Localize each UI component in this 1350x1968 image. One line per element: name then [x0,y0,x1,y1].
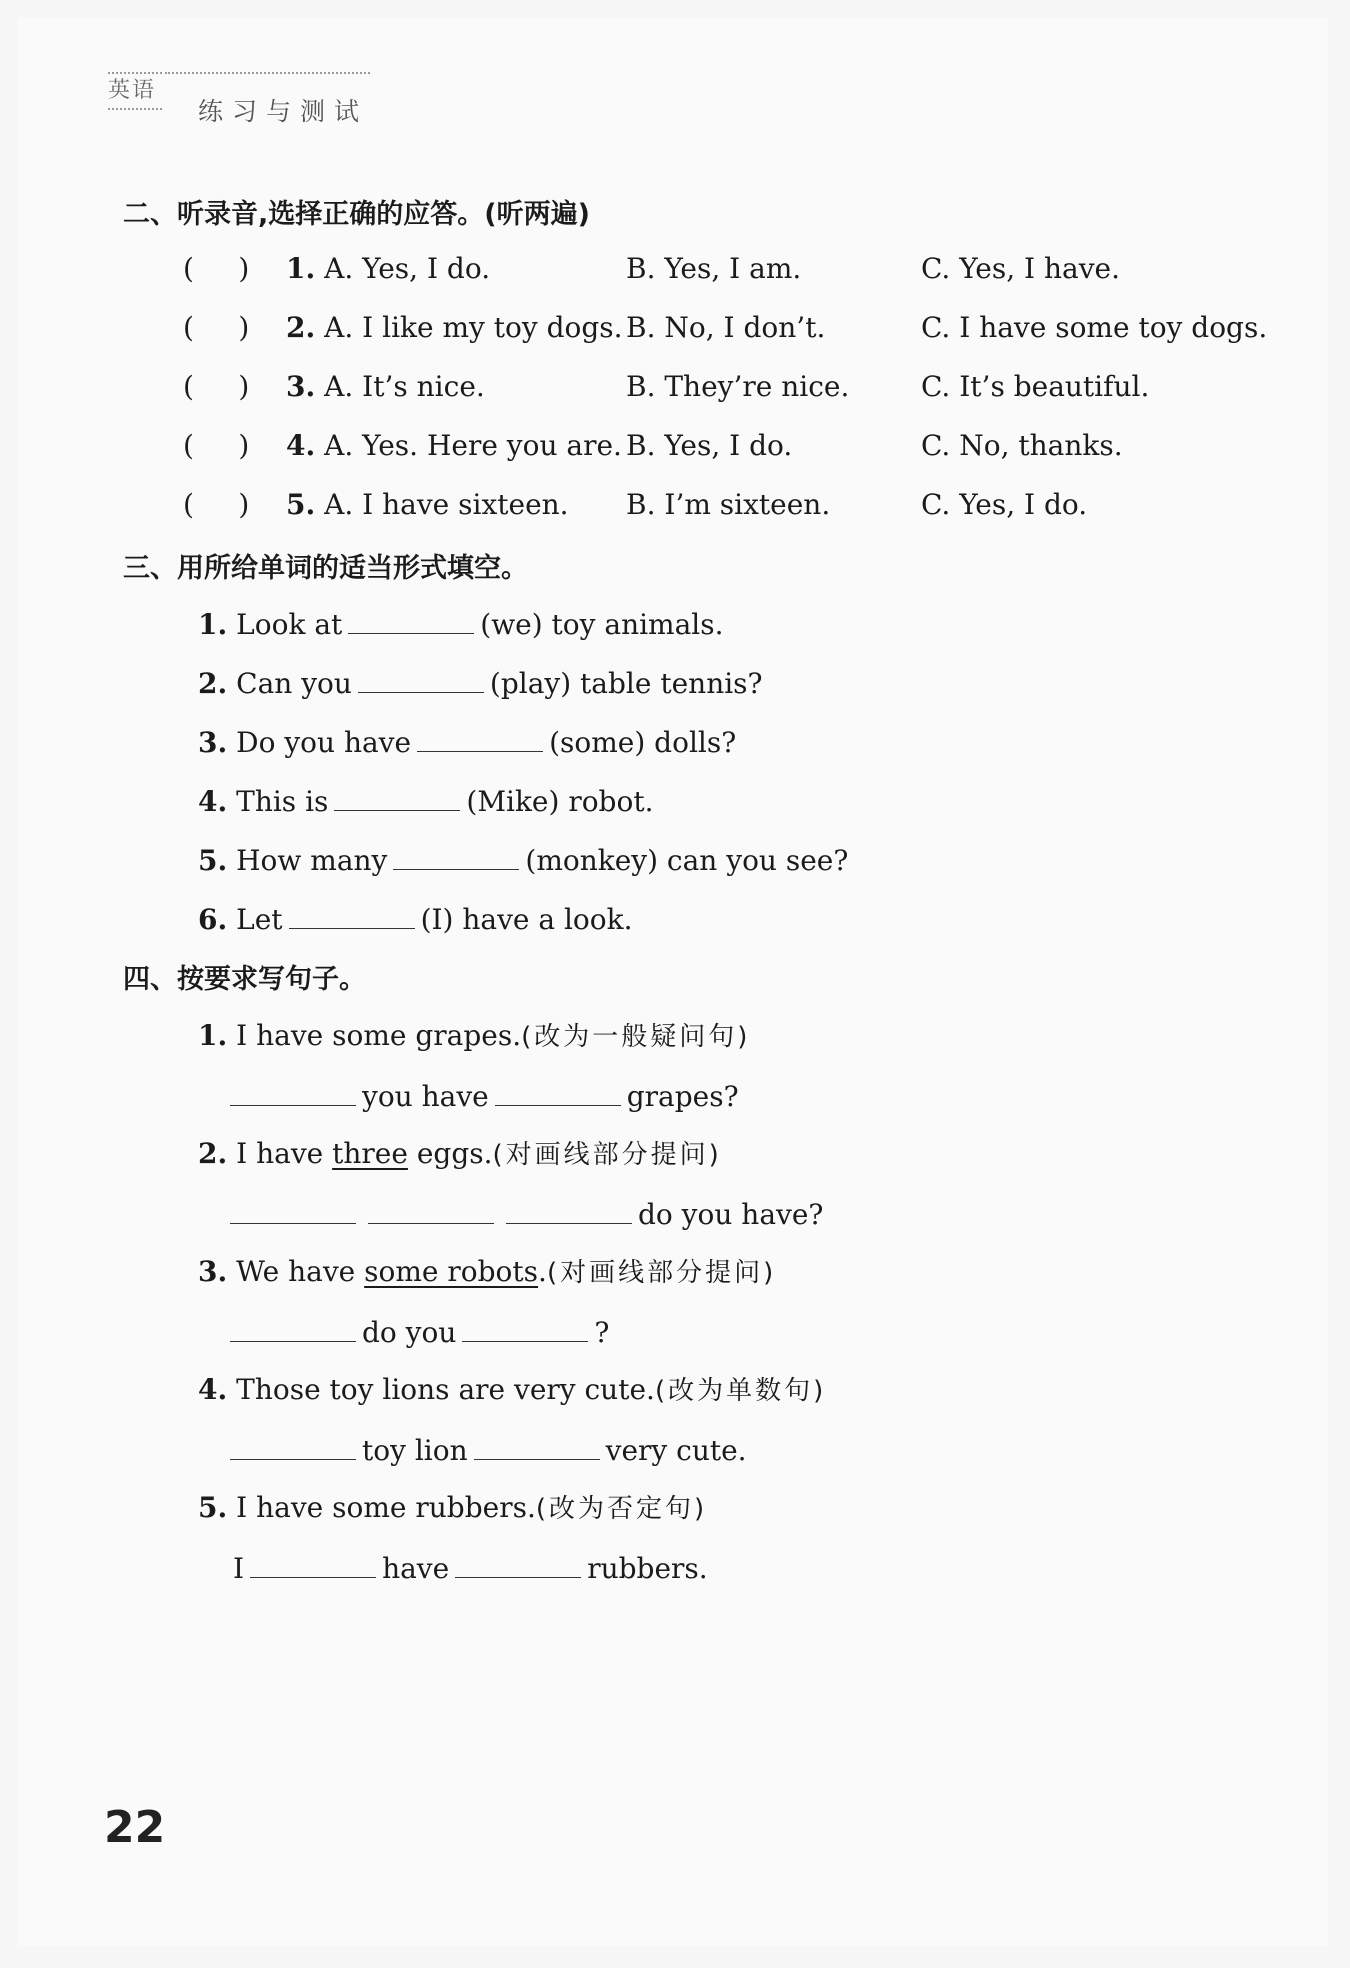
answer-text: do you have? [638,1198,824,1231]
item-text: Those toy lions are very cute. [236,1373,655,1406]
question-2 [286,311,623,344]
instruction: (改为否定句) [535,1494,708,1524]
option-a: A. It’s nice. [324,370,485,403]
rewrite-item-5 [198,1492,707,1525]
item-text: Look at [236,608,343,641]
item-text: . [538,1255,547,1288]
answer-paren[interactable]: ( ) [183,370,250,403]
option-b: B. No, I don’t. [626,311,826,344]
option-c: C. I have some toy dogs. [921,311,1268,344]
answer-text: grapes? [626,1080,739,1113]
underlined-text: some robots [364,1255,539,1288]
instruction: (改为一般疑问句) [521,1022,751,1052]
section-3-heading: 三、用所给单词的适当形式填空。 [123,553,528,584]
answer-text: have [382,1552,450,1585]
answer-blank[interactable] [368,1197,494,1224]
answer-text: you have [362,1080,489,1113]
item-number: 1. [198,608,228,641]
question-number: 1. [286,252,316,285]
option-c: C. Yes, I have. [921,252,1120,285]
item-number: 3. [198,1255,228,1288]
item-text: I have some grapes. [236,1019,522,1052]
answer-paren[interactable]: ( ) [183,429,250,462]
fill-item-5 [198,843,848,877]
answer-line-3 [230,1315,609,1349]
answer-blank[interactable] [358,666,484,693]
answer-blank[interactable] [334,784,460,811]
option-c: C. Yes, I do. [921,488,1088,521]
item-number: 2. [198,1137,228,1170]
item-number: 5. [198,844,228,877]
answer-blank[interactable] [289,902,415,929]
rewrite-item-4 [198,1374,826,1407]
option-a: A. I have sixteen. [324,488,569,521]
item-number: 4. [198,1373,228,1406]
question-3 [286,370,485,403]
instruction: (对画线部分提问) [492,1140,722,1170]
question-4 [286,429,622,462]
answer-blank[interactable] [474,1433,600,1460]
answer-blank[interactable] [506,1197,632,1224]
answer-text: ? [594,1316,610,1349]
question-number: 4. [286,429,316,462]
item-number: 6. [198,903,228,936]
answer-line-4 [230,1433,747,1467]
item-text: I have some rubbers. [236,1491,536,1524]
question-number: 5. [286,488,316,521]
section-2-heading: 二、听录音,选择正确的应答。(听两遍) [123,199,590,230]
rewrite-item-1 [198,1020,750,1053]
option-a: A. Yes. Here you are. [324,429,622,462]
item-text: (we) toy animals. [480,608,724,641]
rewrite-item-3 [198,1256,776,1289]
item-number: 4. [198,785,228,818]
option-b: B. I’m sixteen. [626,488,831,521]
answer-blank[interactable] [250,1551,376,1578]
item-text: Can you [236,667,352,700]
item-text: (play) table tennis? [489,667,763,700]
option-c: C. No, thanks. [921,429,1123,462]
item-text: Do you have [236,726,412,759]
answer-text: do you [362,1316,457,1349]
item-number: 2. [198,667,228,700]
item-text: Let [236,903,283,936]
option-a: A. I like my toy dogs. [324,311,623,344]
subject-label: 英语 [108,72,162,110]
page-number: 22 [104,1802,166,1853]
answer-blank[interactable] [462,1315,588,1342]
item-text: (monkey) can you see? [525,844,849,877]
option-b: B. Yes, I am. [626,252,802,285]
underlined-text: three [332,1137,408,1170]
answer-blank[interactable] [495,1079,621,1106]
section-4-heading: 四、按要求写句子。 [123,964,366,995]
answer-blank[interactable] [230,1197,356,1224]
fill-item-6 [198,902,633,936]
answer-line-2 [230,1197,823,1231]
rewrite-item-2 [198,1138,722,1171]
item-text: I have [236,1137,324,1170]
question-5 [286,488,569,521]
answer-blank[interactable] [417,725,543,752]
answer-text: very cute. [605,1434,747,1467]
fill-item-3 [198,725,736,759]
answer-blank[interactable] [230,1433,356,1460]
answer-text: rubbers. [587,1552,708,1585]
answer-blank[interactable] [393,843,519,870]
answer-blank[interactable] [230,1079,356,1106]
question-number: 3. [286,370,316,403]
answer-paren[interactable]: ( ) [183,488,250,521]
option-b: B. Yes, I do. [626,429,793,462]
option-b: B. They’re nice. [626,370,850,403]
answer-paren[interactable]: ( ) [183,311,250,344]
instruction: (对画线部分提问) [546,1258,777,1288]
option-a: A. Yes, I do. [324,252,491,285]
answer-text: toy lion [362,1434,468,1467]
answer-blank[interactable] [348,607,474,634]
item-text: How many [236,844,388,877]
item-text: (I) have a look. [420,903,633,936]
item-number: 5. [198,1491,228,1524]
answer-paren[interactable]: ( ) [183,252,250,285]
answer-line-1 [230,1079,739,1113]
item-text: eggs. [416,1137,493,1170]
option-c: C. It’s beautiful. [921,370,1150,403]
answer-line-5 [233,1551,708,1585]
question-number: 2. [286,311,316,344]
answer-blank[interactable] [455,1551,581,1578]
item-number: 3. [198,726,228,759]
fill-item-2 [198,666,763,700]
answer-text: I [233,1552,245,1585]
book-title: 练习与测试 [198,97,369,126]
item-number: 1. [198,1019,228,1052]
fill-item-1 [198,607,724,641]
header-divider [165,72,370,74]
answer-blank[interactable] [230,1315,356,1342]
item-text: (Mike) robot. [466,785,654,818]
item-text: This is [236,785,329,818]
fill-item-4 [198,784,654,818]
question-1 [286,252,490,285]
item-text: (some) dolls? [549,726,737,759]
instruction: (改为单数句) [654,1376,827,1406]
item-text: We have [236,1255,356,1288]
